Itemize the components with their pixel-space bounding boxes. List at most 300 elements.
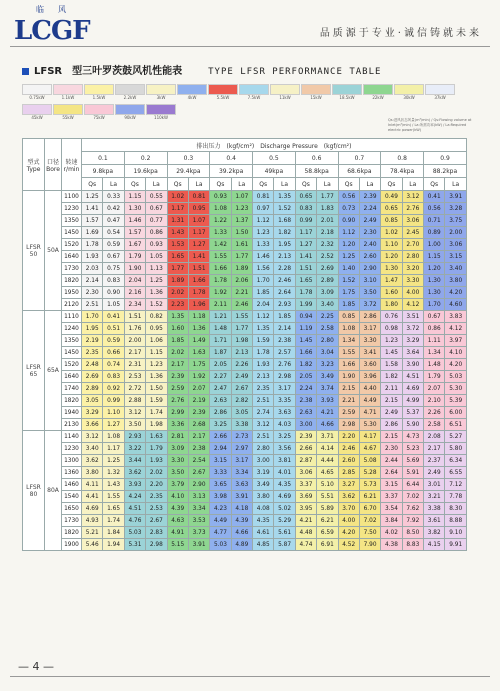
legend-swatch — [332, 84, 362, 101]
header-pressure-kpa: 78.4kpa — [381, 165, 424, 178]
qs-cell: 3.15 — [210, 455, 231, 467]
la-cell: 0.55 — [146, 191, 167, 203]
la-cell: 1.83 — [317, 203, 338, 215]
qs-cell: 1.80 — [381, 299, 402, 311]
header-qs: Qs — [124, 178, 145, 191]
table-row — [23, 191, 467, 203]
qs-cell: 2.11 — [381, 383, 402, 395]
la-cell: 3.23 — [317, 359, 338, 371]
table-row — [23, 311, 467, 323]
qs-cell: 3.33 — [210, 467, 231, 479]
la-cell: 5.69 — [402, 455, 423, 467]
header-pressure-kpa: 19.6kpa — [124, 165, 167, 178]
qs-cell: 2.17 — [424, 443, 445, 455]
la-cell: 2.83 — [146, 527, 167, 539]
table-row — [23, 371, 467, 383]
la-cell: 5.91 — [402, 467, 423, 479]
qs-cell: 4.35 — [253, 515, 274, 527]
qs-cell: 4.76 — [124, 515, 145, 527]
header-row-kpa — [23, 165, 467, 178]
la-cell: 0.75 — [103, 263, 124, 275]
qs-cell: 4.23 — [210, 503, 231, 515]
qs-cell: 0.73 — [338, 203, 359, 215]
qs-cell: 1.34 — [424, 347, 445, 359]
la-cell: 2.13 — [274, 251, 295, 263]
speed-cell: 1350 — [62, 335, 82, 347]
qs-cell: 1.95 — [82, 323, 103, 335]
la-cell: 1.74 — [103, 515, 124, 527]
la-cell: 2.45 — [402, 227, 423, 239]
table-row — [23, 323, 467, 335]
table-row — [23, 443, 467, 455]
table-row — [23, 203, 467, 215]
la-cell: 1.74 — [146, 407, 167, 419]
la-cell: 1.37 — [231, 215, 252, 227]
qs-cell: 0.89 — [424, 227, 445, 239]
bore-cell: 65A — [45, 311, 62, 431]
table-row — [23, 455, 467, 467]
la-cell: 3.28 — [445, 203, 467, 215]
la-cell: 5.28 — [359, 467, 380, 479]
qs-cell: 2.63 — [210, 395, 231, 407]
la-cell: 3.91 — [188, 539, 209, 551]
legend-label: 2.2kW — [123, 95, 137, 100]
qs-cell: 4.63 — [167, 515, 188, 527]
la-cell: 5.30 — [445, 383, 467, 395]
la-cell: 3.34 — [188, 503, 209, 515]
qs-cell: 0.49 — [381, 191, 402, 203]
la-cell: 2.21 — [231, 287, 252, 299]
qs-cell: 2.49 — [424, 467, 445, 479]
qs-cell: 1.93 — [253, 359, 274, 371]
legend-swatch — [363, 84, 393, 101]
la-cell: 1.55 — [231, 311, 252, 323]
la-cell: 2.70 — [402, 239, 423, 251]
la-cell: 5.29 — [274, 515, 295, 527]
legend-color-box — [53, 84, 83, 95]
qs-cell: 3.80 — [253, 491, 274, 503]
la-cell: 3.09 — [317, 287, 338, 299]
la-cell: 4.73 — [402, 431, 423, 443]
qs-cell: 4.24 — [124, 491, 145, 503]
la-cell: 2.46 — [274, 275, 295, 287]
la-cell: 6.70 — [359, 503, 380, 515]
la-cell: 0.90 — [103, 287, 124, 299]
la-cell: 1.55 — [103, 491, 124, 503]
qs-cell: 1.00 — [424, 239, 445, 251]
qs-cell: 0.99 — [295, 215, 316, 227]
qs-cell: 3.21 — [424, 491, 445, 503]
qs-cell: 1.20 — [424, 263, 445, 275]
la-cell: 0.41 — [103, 311, 124, 323]
la-cell: 1.27 — [103, 419, 124, 431]
la-cell: 2.57 — [274, 347, 295, 359]
la-cell: 0.86 — [146, 227, 167, 239]
la-cell: 6.00 — [445, 407, 467, 419]
qs-cell: 0.90 — [338, 215, 359, 227]
bore-cell: 50A — [45, 191, 62, 311]
qs-cell: 3.38 — [424, 503, 445, 515]
speed-cell: 1740 — [62, 383, 82, 395]
la-cell: 3.91 — [445, 191, 467, 203]
qs-cell: 2.27 — [210, 371, 231, 383]
legend-color-box — [177, 84, 207, 95]
legend-color-box — [332, 84, 362, 95]
qs-cell: 2.59 — [338, 407, 359, 419]
table-row — [23, 407, 467, 419]
la-cell: 1.98 — [231, 335, 252, 347]
la-cell: 1.75 — [188, 359, 209, 371]
qs-cell: 3.84 — [381, 515, 402, 527]
la-cell: 2.20 — [146, 479, 167, 491]
qs-cell: 4.74 — [295, 539, 316, 551]
la-cell: 4.20 — [445, 359, 467, 371]
la-cell: 0.67 — [146, 203, 167, 215]
la-cell: 1.77 — [231, 251, 252, 263]
model-cell: LFSR 65 — [23, 311, 45, 431]
la-cell: 1.77 — [317, 191, 338, 203]
qs-cell: 1.02 — [381, 227, 402, 239]
qs-cell: 4.00 — [338, 515, 359, 527]
la-cell: 2.32 — [317, 239, 338, 251]
speed-cell: 1820 — [62, 275, 82, 287]
la-cell: 3.29 — [402, 335, 423, 347]
legend-color-box — [22, 104, 52, 115]
qs-cell: 1.30 — [424, 275, 445, 287]
qs-cell: 1.93 — [82, 251, 103, 263]
header-pressure-kgf: 0.3 — [167, 152, 210, 165]
header-row-pressure — [23, 139, 467, 152]
la-cell: 3.40 — [445, 263, 467, 275]
qs-cell: 1.11 — [424, 335, 445, 347]
qs-cell: 2.10 — [424, 395, 445, 407]
speed-cell: 1230 — [62, 443, 82, 455]
qs-cell: 2.74 — [253, 407, 274, 419]
page-number: — 4 — — [18, 660, 54, 673]
header-bore — [45, 139, 62, 191]
la-cell: 3.38 — [231, 419, 252, 431]
la-cell: 1.25 — [103, 455, 124, 467]
qs-cell: 4.91 — [167, 527, 188, 539]
speed-cell: 1460 — [62, 479, 82, 491]
qs-cell: 1.79 — [124, 251, 145, 263]
la-cell: 1.85 — [274, 311, 295, 323]
qs-cell: 3.22 — [124, 443, 145, 455]
legend-label: 75kW — [93, 115, 105, 120]
la-cell: 3.53 — [188, 515, 209, 527]
legend-label: 37kW — [434, 95, 446, 100]
la-cell: 0.99 — [103, 395, 124, 407]
la-cell: 4.69 — [402, 383, 423, 395]
la-cell: 1.84 — [103, 527, 124, 539]
table-row — [23, 491, 467, 503]
la-cell: 2.39 — [359, 191, 380, 203]
qs-cell: 2.02 — [167, 347, 188, 359]
la-cell: 4.44 — [317, 455, 338, 467]
qs-cell: 0.97 — [253, 203, 274, 215]
la-cell: 2.80 — [402, 251, 423, 263]
legend-color-box — [301, 84, 331, 95]
qs-cell: 1.41 — [295, 251, 316, 263]
qs-cell: 2.53 — [124, 371, 145, 383]
qs-cell: 3.01 — [424, 479, 445, 491]
speed-cell: 2130 — [62, 419, 82, 431]
la-cell: 4.01 — [274, 467, 295, 479]
la-cell: 3.15 — [445, 251, 467, 263]
qs-cell: 1.19 — [295, 323, 316, 335]
la-cell: 5.03 — [445, 371, 467, 383]
qs-cell: 4.61 — [253, 527, 274, 539]
qs-cell: 1.46 — [253, 251, 274, 263]
qs-cell: 1.47 — [381, 275, 402, 287]
la-cell: 3.81 — [274, 455, 295, 467]
la-cell: 7.50 — [359, 527, 380, 539]
la-cell: 6.21 — [317, 515, 338, 527]
qs-cell: 2.08 — [424, 431, 445, 443]
qs-cell: 3.70 — [338, 503, 359, 515]
la-cell: 2.67 — [146, 515, 167, 527]
qs-cell: 1.43 — [167, 227, 188, 239]
qs-cell: 0.65 — [381, 203, 402, 215]
qs-cell: 2.66 — [210, 431, 231, 443]
legend-label: 110kW — [154, 115, 168, 120]
la-cell: 5.27 — [445, 431, 467, 443]
la-cell: 3.12 — [402, 191, 423, 203]
qs-cell: 0.85 — [381, 215, 402, 227]
qs-cell: 2.04 — [124, 275, 145, 287]
la-cell: 0.95 — [188, 203, 209, 215]
la-cell: 1.23 — [231, 203, 252, 215]
qs-cell: 1.51 — [124, 311, 145, 323]
qs-cell: 3.65 — [210, 479, 231, 491]
header-qs: Qs — [295, 178, 316, 191]
qs-cell: 2.03 — [82, 263, 103, 275]
qs-cell: 1.45 — [381, 347, 402, 359]
la-cell: 8.30 — [445, 503, 467, 515]
la-cell: 7.02 — [402, 491, 423, 503]
legend-swatch — [146, 104, 176, 121]
qs-cell: 1.85 — [167, 335, 188, 347]
la-cell: 4.60 — [445, 299, 467, 311]
legend-color-box — [115, 104, 145, 115]
qs-cell: 2.21 — [338, 395, 359, 407]
la-cell: 3.06 — [402, 215, 423, 227]
la-cell: 4.67 — [359, 443, 380, 455]
qs-cell: 1.90 — [338, 371, 359, 383]
la-cell: 1.78 — [188, 287, 209, 299]
qs-cell: 1.20 — [381, 251, 402, 263]
la-cell: 2.24 — [359, 203, 380, 215]
la-cell: 4.49 — [359, 395, 380, 407]
la-cell: 4.40 — [359, 383, 380, 395]
la-cell: 4.03 — [274, 419, 295, 431]
la-cell: 5.08 — [359, 455, 380, 467]
header-pressure-kgf: 0.1 — [82, 152, 125, 165]
legend-color-box — [146, 84, 176, 95]
qs-cell: 0.56 — [424, 203, 445, 215]
qs-cell: 3.79 — [167, 479, 188, 491]
la-cell: 6.59 — [317, 527, 338, 539]
la-cell: 5.10 — [317, 479, 338, 491]
brand-name-cn: 临风 — [36, 5, 80, 14]
header-speed-cn: 转速 — [65, 158, 78, 166]
la-cell: 1.10 — [103, 407, 124, 419]
qs-cell: 1.48 — [424, 359, 445, 371]
legend-swatch — [239, 84, 269, 101]
la-cell: 0.59 — [103, 239, 124, 251]
speed-cell: 1450 — [62, 227, 82, 239]
speed-cell: 1230 — [62, 203, 82, 215]
qs-cell: 2.88 — [124, 395, 145, 407]
la-cell: 0.82 — [146, 311, 167, 323]
qs-cell: 1.34 — [338, 335, 359, 347]
qs-cell: 2.49 — [381, 407, 402, 419]
la-cell: 4.14 — [317, 443, 338, 455]
qs-cell: 4.85 — [253, 539, 274, 551]
la-cell: 1.25 — [146, 275, 167, 287]
la-cell: 1.77 — [231, 323, 252, 335]
la-cell: 4.20 — [445, 287, 467, 299]
la-cell: 4.66 — [317, 419, 338, 431]
speed-cell: 1450 — [62, 347, 82, 359]
la-cell: 7.12 — [445, 479, 467, 491]
qs-cell: 1.20 — [338, 239, 359, 251]
legend-label: 15kW — [310, 95, 322, 100]
legend-color-box — [425, 84, 455, 95]
legend-label: 55kW — [62, 115, 74, 120]
la-cell: 1.52 — [274, 203, 295, 215]
qs-cell: 2.87 — [295, 455, 316, 467]
la-cell: 5.61 — [274, 527, 295, 539]
la-cell: 2.67 — [188, 467, 209, 479]
la-cell: 2.19 — [188, 395, 209, 407]
table-row — [23, 479, 467, 491]
header-bore-cn: 口径 — [46, 158, 59, 166]
header-qs: Qs — [338, 178, 359, 191]
qs-cell: 2.44 — [381, 455, 402, 467]
speed-cell: 1640 — [62, 371, 82, 383]
qs-cell: 3.54 — [381, 503, 402, 515]
la-cell: 3.91 — [231, 491, 252, 503]
qs-cell: 3.49 — [253, 479, 274, 491]
qs-cell: 1.92 — [210, 287, 231, 299]
la-cell: 1.17 — [188, 227, 209, 239]
qs-cell: 1.30 — [124, 203, 145, 215]
la-cell: 0.42 — [103, 203, 124, 215]
qs-cell: 3.05 — [82, 395, 103, 407]
qs-cell: 3.98 — [210, 491, 231, 503]
qs-cell: 2.59 — [167, 383, 188, 395]
la-cell: 4.51 — [402, 371, 423, 383]
qs-cell: 2.02 — [167, 287, 188, 299]
qs-cell: 2.30 — [381, 443, 402, 455]
title-bullet-icon — [22, 68, 29, 75]
qs-cell: 1.59 — [253, 335, 274, 347]
legend-label: 0.75kW — [29, 95, 45, 100]
qs-cell: 4.20 — [338, 527, 359, 539]
legend-swatch — [146, 84, 176, 101]
la-cell: 4.18 — [231, 503, 252, 515]
la-cell: 0.67 — [103, 251, 124, 263]
la-cell: 3.63 — [231, 479, 252, 491]
footer-divider — [10, 676, 490, 677]
qs-cell: 2.69 — [82, 371, 103, 383]
la-cell: 1.07 — [188, 215, 209, 227]
legend-swatch — [115, 84, 145, 101]
la-cell: 3.64 — [402, 347, 423, 359]
qs-cell: 1.60 — [381, 287, 402, 299]
qs-cell: 4.38 — [381, 539, 402, 551]
la-cell: 1.13 — [146, 263, 167, 275]
la-cell: 2.49 — [231, 371, 252, 383]
qs-cell: 2.64 — [381, 467, 402, 479]
la-cell: 1.52 — [146, 299, 167, 311]
header-pressure-kgf: 0.9 — [424, 152, 467, 165]
la-cell: 4.21 — [317, 407, 338, 419]
qs-cell: 3.40 — [82, 443, 103, 455]
table-row — [23, 395, 467, 407]
qs-cell: 0.93 — [210, 191, 231, 203]
legend-label: 90kW — [124, 115, 136, 120]
la-cell: 3.05 — [231, 407, 252, 419]
qs-cell: 2.05 — [295, 371, 316, 383]
speed-cell: 1520 — [62, 359, 82, 371]
la-cell: 1.96 — [188, 299, 209, 311]
la-cell: 2.86 — [359, 311, 380, 323]
la-cell: 3.41 — [359, 347, 380, 359]
qs-cell: 1.17 — [167, 203, 188, 215]
la-cell: 1.49 — [188, 335, 209, 347]
qs-cell: 2.48 — [82, 359, 103, 371]
qs-cell: 1.27 — [295, 239, 316, 251]
legend-label: 11kW — [279, 95, 291, 100]
qs-cell: 1.99 — [295, 299, 316, 311]
la-cell: 1.17 — [103, 443, 124, 455]
la-cell: 2.00 — [445, 227, 467, 239]
qs-cell: 1.78 — [82, 239, 103, 251]
la-cell: 3.73 — [188, 527, 209, 539]
header-row-qs-la — [23, 178, 467, 191]
qs-cell: 1.08 — [338, 323, 359, 335]
qs-cell: 3.29 — [82, 407, 103, 419]
la-cell: 1.18 — [188, 311, 209, 323]
qs-cell: 2.17 — [167, 359, 188, 371]
qs-cell: 2.04 — [253, 299, 274, 311]
legend-swatch — [84, 104, 114, 121]
la-cell: 7.62 — [402, 503, 423, 515]
qs-cell: 4.02 — [381, 527, 402, 539]
qs-cell: 0.83 — [295, 203, 316, 215]
qs-cell: 4.11 — [82, 479, 103, 491]
qs-cell: 1.57 — [82, 215, 103, 227]
qs-cell: 3.69 — [295, 491, 316, 503]
legend-label: 3kW — [156, 95, 166, 100]
legend-swatch — [84, 84, 114, 101]
header-qs: Qs — [253, 178, 274, 191]
header-qs: Qs — [167, 178, 188, 191]
la-cell: 1.27 — [188, 239, 209, 251]
header-model — [23, 139, 45, 191]
la-cell: 1.23 — [146, 359, 167, 371]
qs-cell: 1.12 — [253, 311, 274, 323]
la-cell: 1.15 — [146, 347, 167, 359]
qs-cell: 2.39 — [167, 371, 188, 383]
qs-cell: 1.33 — [210, 227, 231, 239]
table-row — [23, 335, 467, 347]
qs-cell: 3.25 — [210, 419, 231, 431]
qs-cell: 1.57 — [124, 227, 145, 239]
la-cell: 2.25 — [317, 311, 338, 323]
